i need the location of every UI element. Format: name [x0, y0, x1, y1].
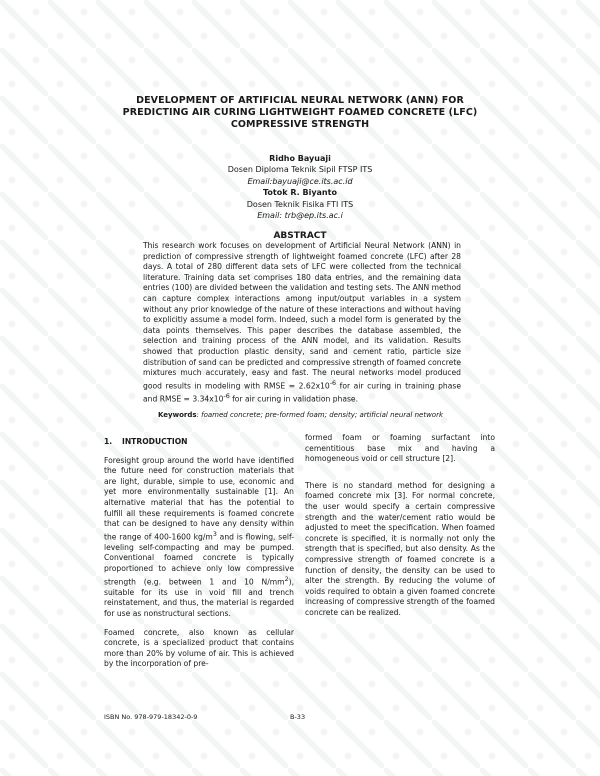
abstract-text: This research work focuses on development of Artificial Neural Network (ANN) in prediction of compressive strength of lightweight foamed concrete (LFC) after 28 days. A total of 280 different data sets of LFC were collected from the technical literature. Training data set comprises 180 data entries, and the remaining data entries (100) are divided between the validation and testing sets. The ANN method can capture complex interactions among input/output variables in a system without any prior knowledge of the nature of these interactions and without having to explicitly assume a model form. Indeed, such a model form is generated by the data points themselves. This paper describes the database assembled, the selection and training process of the ANN model, and its validation. Results showed that production plastic density, sand and cement ratio, particle size distribution of sand can be predicted and compressive strength of foamed concrete mixtures much accurately, easy and fast. The neural networks model produced good results in modeling with RMSE = $2.62x10^{-6}$ for air curing in training phase and RMSE = $3.34x10^{-6}$ for air curing in validation phase. [143, 241, 461, 404]
author-affiliation: Dosen Teknik Fisika FTI ITS [246, 199, 354, 209]
title-line: DEVELOPMENT OF ARTIFICIAL NEURAL NETWORK (ANN) FOR [136, 95, 464, 106]
author-name: Totok R. Biyanto [263, 188, 337, 198]
paper-title [110, 95, 490, 131]
author-email: Email:bayuaji@ce.its.ac.id [247, 176, 353, 186]
author-block [150, 153, 450, 221]
left-column [104, 437, 294, 678]
page-number: B-33 [290, 713, 306, 721]
abstract-heading: ABSTRACT [273, 231, 327, 241]
author-affiliation: Dosen Diploma Teknik Sipil FTSP ITS [227, 165, 373, 175]
keywords-line [158, 411, 458, 420]
paragraph: Foamed concrete, also known as cellular concrete, is a specialized product that contains more than 20% by volume of air. This is achieved by the incorporation of pre- [104, 627, 294, 669]
section-heading: 1. INTRODUCTION [104, 437, 188, 446]
keywords-label: Keywords [158, 411, 197, 419]
right-column [305, 433, 495, 627]
paragraph: Foresight group around the world have identified the future need for construction materials that are light, durable, simple to use, economic and yet more environmentally sustainable [1]. An alternative material that has the potential to fulfill all these requirements is foamed concrete that can be designed to have any density within the range of 400-1600 $kg/m^3$ and is flowing, self-leveling self-compacting and may be pumped. Conventional foamed concrete is typically proportioned to achieve only low compressive strength (e.g. between 1 and 10 $N/mm^2$), suitable for its use in void fill and trench reinstatement, and thus, the material is regarded for use as nonstructural sections. [104, 455, 294, 618]
paragraph: formed foam or foaming surfactant into cementitious base mix and having a homogeneous void or cell structure [2]. [305, 433, 495, 464]
isbn-footer: ISBN No. 978-979-18342-0-9 [104, 713, 198, 721]
paragraph: There is no standard method for designing a foamed concrete mix [3]. For normal concrete, the user would specify a certain compressive strength and the water/cement ratio would be adjusted to meet the specification. When foamed concrete is specified, it is normally not only the strength that is specified, but also density. As the compressive strength of foamed concrete is a function of density, the density can be used to alter the strength. By reducing the volume of voids required to obtain a given foamed concrete increasing of compressive strength of the foamed concrete can be realized. [305, 480, 495, 617]
author-email: Email: trb@ep.its.ac.i [257, 211, 343, 221]
author-name: Ridho Bayuaji [269, 154, 331, 163]
title-line: COMPRESSIVE STRENGTH [230, 119, 370, 130]
keywords-text: : foamed concrete; pre-formed foam; density; artificial neural network [196, 411, 444, 419]
title-line: PREDICTING AIR CURING LIGHTWEIGHT FOAMED CONCRETE (LFC) [122, 107, 478, 118]
